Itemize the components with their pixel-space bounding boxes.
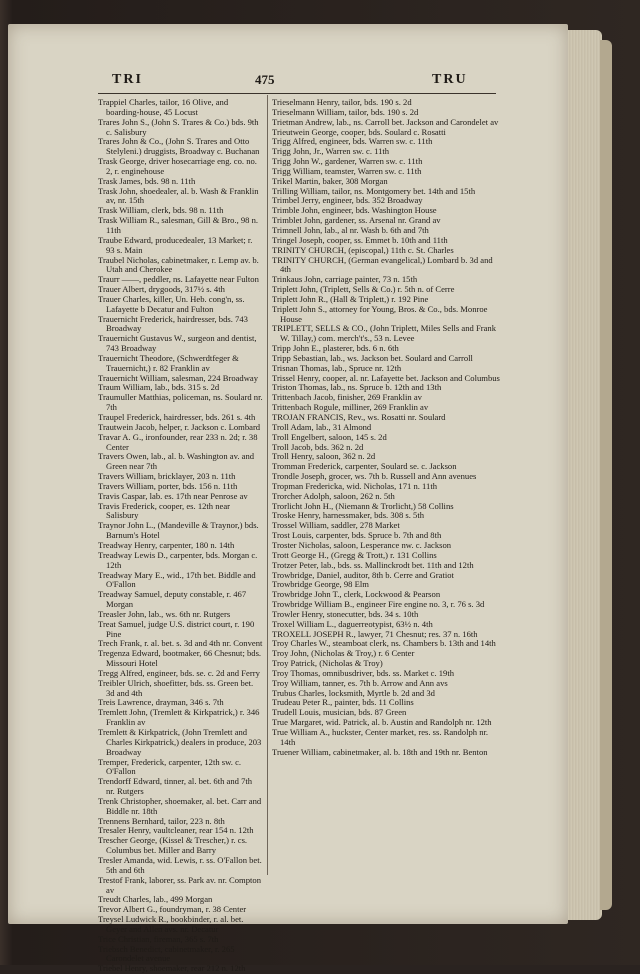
- directory-entry: Trauernicht William, salesman, 224 Broadway: [98, 372, 259, 383]
- directory-entry: Trares John & Co., (John S. Trares and Otto Stelyleni.) druggists, Broadway c. Buchanan: [98, 136, 260, 157]
- directory-entry: Treadway Samuel, deputy constable, r. 467 Morgan: [98, 589, 247, 610]
- directory-entry: Trondle Joseph, grocer, ws. 7th b. Russell and Ann avenues: [272, 471, 477, 482]
- directory-entry: Trotzer Peter, lab., bds. ss. Mallinckrodt bet. 11th and 12th: [272, 559, 474, 570]
- left-column: [98, 98, 263, 974]
- directory-entry: Trask George, driver hosecarriage eng. co. no. 2, r. enginehouse: [98, 156, 257, 176]
- directory-entry: Travers William, porter, bds. 156 n. 11th: [98, 480, 238, 491]
- directory-entry: Tripp Sebastian, lab., ws. Jackson bet. Soulard and Carroll: [272, 352, 473, 363]
- directory-entry: Trauernicht Theodore, (Schwerdtfeger & Trauernicht,) r. 82 Franklin av: [98, 352, 239, 373]
- directory-entry: Trieselmann Henry, tailor, bds. 190 s. 2d: [272, 97, 412, 107]
- directory-entry: Troll Jacob, bds. 362 n. 2d: [272, 441, 364, 452]
- directory-entry: Truener William, cabinetmaker, al. b. 18th and 19th nr. Benton: [272, 746, 488, 757]
- directory-entry: Troster Nicholas, saloon, Lesperance nw. c. Jackson: [272, 539, 452, 550]
- directory-entry: TRINITY CHURCH, (episcopal,) 11th c. St. Charles: [272, 244, 454, 255]
- directory-entry: Troll Adam, lab., 31 Almond: [272, 421, 372, 432]
- directory-entry: Triplett John R., (Hall & Triplett,) r. 192 Pine: [272, 293, 429, 304]
- directory-entry: Treudt Charles, lab., 499 Morgan: [98, 894, 213, 905]
- directory-entry: Troy Thomas, omnibusdriver, bds. ss. Market c. 19th: [272, 667, 455, 678]
- directory-entry: Trorlicht John H., (Niemann & Trorlicht,) 58 Collins: [272, 500, 454, 511]
- directory-entry: Treasler John, lab., ws. 6th nr. Rutgers: [98, 608, 231, 619]
- directory-entry: Trietman Andrew, lab., ns. Carroll bet. Jackson and Carondelet av: [272, 116, 499, 127]
- directory-entry: Triplett John S., attorney for Young, Bros. & Co., bds. Monroe House: [272, 303, 488, 324]
- directory-entry: Trinkaus John, carriage painter, 73 n. 15th: [272, 274, 418, 285]
- directory-entry: Triebel Henry, shoemaker, rear 212 n. 12th: [98, 963, 246, 974]
- directory-entry: Tripp John E., plasterer, bds. 6 n. 6th: [272, 343, 399, 354]
- left-running-head: TRI: [112, 72, 143, 87]
- directory-entry: Tremlett & Kirkpatrick, (John Tremlett and Charles Kirkpatrick,) dealers in produce, 203 Broadway: [98, 727, 262, 757]
- directory-entry: Trimble John, engineer, bds. Washington House: [272, 205, 437, 216]
- directory-entry: TRIPLETT, SELLS & CO., (John Triplett, Miles Sells and Frank W. Tillay,) com. merch't's., 53 n. Levee: [272, 323, 496, 344]
- directory-entry: Trissel Henry, cooper, al. nr. Lafayette bet. Jackson and Columbus: [272, 372, 500, 383]
- directory-entry: Trauer Albert, drygoods, 317½ s. 4th: [98, 284, 225, 295]
- directory-entry: Tregg Alfred, engineer, bds. se. c. 2d and Ferry: [98, 667, 260, 678]
- directory-entry: Trendorff Edward, tinner, al. bet. 6th and 7th nr. Rutgers: [98, 776, 253, 797]
- directory-entry: Tromman Frederick, carpenter, Soulard se. c. Jackson: [272, 461, 457, 472]
- directory-entry: Trilling William, tailor, ns. Montgomery bet. 14th and 15th: [272, 185, 476, 196]
- directory-entry: Trestof Frank, laborer, ss. Park av. nr. Compton av: [98, 874, 262, 895]
- directory-entry: Trieselmann William, tailor, bds. 190 s. 2d: [272, 106, 419, 117]
- directory-entry: Trauernicht Frederick, hairdresser, bds. 743 Broadway: [98, 313, 248, 334]
- directory-entry: TROJAN FRANCIS, Rev., ws. Rosatti nr. Soulard: [272, 412, 446, 422]
- directory-entry: Travar A. G., ironfounder, rear 233 n. 2d; r. 38 Center: [98, 431, 258, 452]
- directory-entry: Trautwein Jacob, helper, r. Jackson c. Lombard: [98, 421, 261, 432]
- directory-entry: Trice Christian, fireman, 365 s. 7th: [98, 933, 219, 944]
- directory-entry: Trauer Charles, killer, Un. Heb. cong'n, ss. Lafayette b Decatur and Fulton: [98, 293, 245, 314]
- directory-entry: Triebsch Benedict, cabinetmaker, r. 265 Carondelet avenue: [98, 943, 235, 964]
- directory-entry: Trauernicht Gustavus W., surgeon and dentist, 743 Broadway: [98, 333, 257, 354]
- directory-entry: Treysel Ludwick R., bookbinder, r. al. bet. Geyer and Allen avs. nr. Decatur: [98, 914, 244, 934]
- directory-entry: Tregenza Edward, bootmaker, 66 Chesnut; bds. Missouri Hotel: [98, 648, 262, 669]
- directory-entry: Traumuller Matthias, policeman, ns. Soulard nr. 7th: [98, 392, 263, 413]
- directory-entry: Travis Caspar, lab. es. 17th near Penrose av: [98, 490, 248, 501]
- directory-entry: Traupel Frederick, hairdresser, bds. 261 s. 4th: [98, 412, 256, 422]
- directory-entry: Trask James, bds. 98 n. 11th: [98, 175, 196, 186]
- directory-entry: Trenk Christopher, shoemaker, al. bet. Carr and Biddle nr. 18th: [98, 795, 262, 816]
- directory-entry: Trubus Charles, locksmith, Myrtle b. 2d and 3d: [272, 687, 435, 698]
- directory-entry: Traube Edward, producedealer, 13 Market; r. 93 s. Main: [98, 234, 253, 255]
- directory-entry: Tresaler Henry, vaultcleaner, rear 154 n. 12th: [98, 825, 254, 836]
- directory-entry: Traubel Nicholas, cabinetmaker, r. Lemp av. b. Utah and Cherokee: [98, 254, 259, 275]
- directory-entry: Trares John S., (John S. Trares & Co.) bds. 9th c. Salisbury: [98, 116, 259, 137]
- directory-entry: Trimblet John, gardener, ss. Arsenal nr. Grand av: [272, 215, 441, 226]
- book-cover-edge: [600, 40, 612, 910]
- directory-entry: Travers Owen, lab., al. b. Washington av. and Green near 7th: [98, 451, 255, 472]
- directory-entry: Trescher George, (Kissel & Trescher,) r. cs. Columbus bet. Miller and Barry: [98, 835, 248, 856]
- directory-entry: Treadway Lewis D., carpenter, bds. Morgan c. 12th: [98, 549, 258, 570]
- page-number: 475: [255, 72, 275, 87]
- directory-entry: Triplett John, (Triplett, Sells & Co.) r. 5th n. of Cerre: [272, 284, 455, 295]
- directory-entry: Treadway Henry, carpenter, 180 n. 14th: [98, 539, 235, 550]
- directory-entry: Travers William, bricklayer, 203 n. 11th: [98, 471, 236, 482]
- directory-entry: Trappiel Charles, tailor, 16 Olive, and boarding-house, 45 Locust: [98, 97, 229, 117]
- directory-entry: Treadway Mary E., wid., 17th bet. Biddle and O'Fallon: [98, 569, 256, 590]
- directory-entry: Trigg William, teamster, Warren sw. c. 11th: [272, 165, 422, 176]
- directory-entry: Troske Henry, harnessmaker, bds. 308 s. 5th: [272, 510, 425, 521]
- directory-entry: Trittenbach Rogule, milliner, 269 Franklin av: [272, 402, 429, 413]
- directory-entry: Treibler Ulrich, shoefitter, bds. ss. Green bet. 3d and 4th: [98, 677, 254, 698]
- directory-entry: Tremlett John, (Tremlett & Kirkpatrick,) r. 346 Franklin av: [98, 707, 260, 728]
- directory-entry: Trowbridge George, 98 Elm: [272, 579, 369, 590]
- directory-entry: Troy John, (Nicholas & Troy,) r. 6 Center: [272, 648, 415, 659]
- directory-entry: Traurr ——, peddler, ns. Lafayette near Fulton: [98, 274, 259, 285]
- directory-entry: Travis Frederick, cooper, es. 12th near Salisbury: [98, 500, 231, 521]
- directory-entry: Trorcher Adolph, saloon, 262 n. 5th: [272, 490, 395, 501]
- directory-entry: Troy Patrick, (Nicholas & Troy): [272, 658, 383, 669]
- directory-entry: Troy William, tanner, es. 7th b. Arrow and Ann avs: [272, 677, 448, 688]
- directory-entry: Trudell Louis, musician, bds. 87 Green: [272, 707, 407, 718]
- directory-entry: Trech Frank, r. al. bet. s. 3d and 4th nr. Convent: [98, 638, 263, 649]
- directory-entry: Trost Louis, carpenter, bds. Spruce b. 7th and 8th: [272, 530, 442, 541]
- directory-entry: Tropman Fredericka, wid. Nicholas, 171 n. 11th: [272, 480, 438, 491]
- directory-entry: Traynor John L., (Mandeville & Traynor,) bds. Barnum's Hotel: [98, 520, 259, 541]
- directory-entry: Trowbridge, Daniel, auditor, 8th b. Cerre and Gratiot: [272, 569, 454, 580]
- directory-entry: Trieutwein George, cooper, bds. Soulard c. Rosatti: [272, 126, 446, 137]
- directory-entry: Trossel William, saddler, 278 Market: [272, 520, 400, 531]
- directory-entry: Trudeau Peter R., painter, bds. 11 Collins: [272, 697, 414, 708]
- directory-entry: Traum William, lab., bds. 315 s. 2d: [98, 382, 220, 393]
- directory-entry: Trigg Alfred, engineer, bds. Warren sw. c. 11th: [272, 136, 433, 147]
- directory-entry: Trimnell John, lab., al nr. Wash b. 6th and 7th: [272, 224, 429, 235]
- directory-entry: Treis Lawrence, drayman, 346 s. 7th: [98, 697, 224, 708]
- directory-entry: Trittenbach Jacob, finisher, 269 Franklin av: [272, 392, 422, 403]
- directory-entry: Troy Charles W., steamboat clerk, ns. Chambers b. 13th and 14th: [272, 638, 496, 649]
- directory-entry: Trask William, clerk, bds. 98 n. 11th: [98, 205, 224, 216]
- right-column: [272, 98, 500, 758]
- directory-entry: Treat Samuel, judge U.S. district court, r. 190 Pine: [98, 618, 255, 639]
- directory-entry: Trennens Bernhard, tailor, 223 n. 8th: [98, 815, 225, 826]
- directory-entry: Trigg John W., gardener, Warren sw. c. 11th: [272, 156, 423, 167]
- directory-entry: Trowbridge John T., clerk, Lockwood & Pearson: [272, 589, 441, 600]
- header-rule: [98, 93, 496, 94]
- directory-entry: True Margaret, wid. Patrick, al. b. Austin and Randolph nr. 12th: [272, 717, 492, 728]
- directory-entry: Trigg John, Jr., Warren sw. c. 11th: [272, 146, 390, 157]
- directory-entry: Trowbridge William B., engineer Fire engine no. 3, r. 76 s. 3d: [272, 599, 485, 610]
- directory-entry: Trimbel Jerry, engineer, bds. 352 Broadway: [272, 195, 423, 206]
- directory-entry: TRINITY CHURCH, (German evangelical,) Lombard b. 3d and 4th: [272, 254, 493, 275]
- directory-entry: Trevor Albert G., foundryman, r. 38 Center: [98, 904, 247, 915]
- directory-entry: Trikel Martin, baker, 308 Morgan: [272, 175, 388, 186]
- directory-entry: Trott George H., (Gregg & Trott,) r. 131 Collins: [272, 549, 437, 560]
- directory-entry: True William A., huckster, Center market, res. ss. Randolph nr. 14th: [272, 727, 489, 747]
- directory-entry: Tremper, Frederick, carpenter, 12th sw. c. O'Fallon: [98, 756, 242, 777]
- directory-entry: Trask John, shoedealer, al. b. Wash & Franklin av, nr. 15th: [98, 185, 259, 206]
- column-separator: [267, 95, 268, 875]
- directory-entry: Troll Henry, saloon, 362 n. 2d: [272, 451, 376, 462]
- directory-entry: TROXELL JOSEPH R., lawyer, 71 Chesnut; res. 37 n. 16th: [272, 628, 478, 639]
- directory-entry: Trask William R., salesman, Gill & Bro., 98 n. 11th: [98, 215, 259, 235]
- directory-entry: Tringel Joseph, cooper, ss. Emmet b. 10th and 11th: [272, 234, 448, 245]
- directory-entry: Tresler Amanda, wid. Lewis, r. ss. O'Fallon bet. 5th and 6th: [98, 854, 262, 875]
- directory-entry: Triston Thomas, lab., ns. Spruce b. 12th and 13th: [272, 382, 442, 393]
- directory-entry: Trisnan Thomas, lab., Spruce nr. 12th: [272, 362, 402, 373]
- directory-entry: Troll Engelbert, saloon, 145 s. 2d: [272, 431, 387, 442]
- directory-entry: Trowler Henry, stonecutter, bds. 34 s. 10th: [272, 608, 419, 619]
- right-running-head: TRU: [432, 72, 468, 87]
- directory-entry: Troxel William L., daguerreotypist, 63½ n. 4th: [272, 618, 433, 629]
